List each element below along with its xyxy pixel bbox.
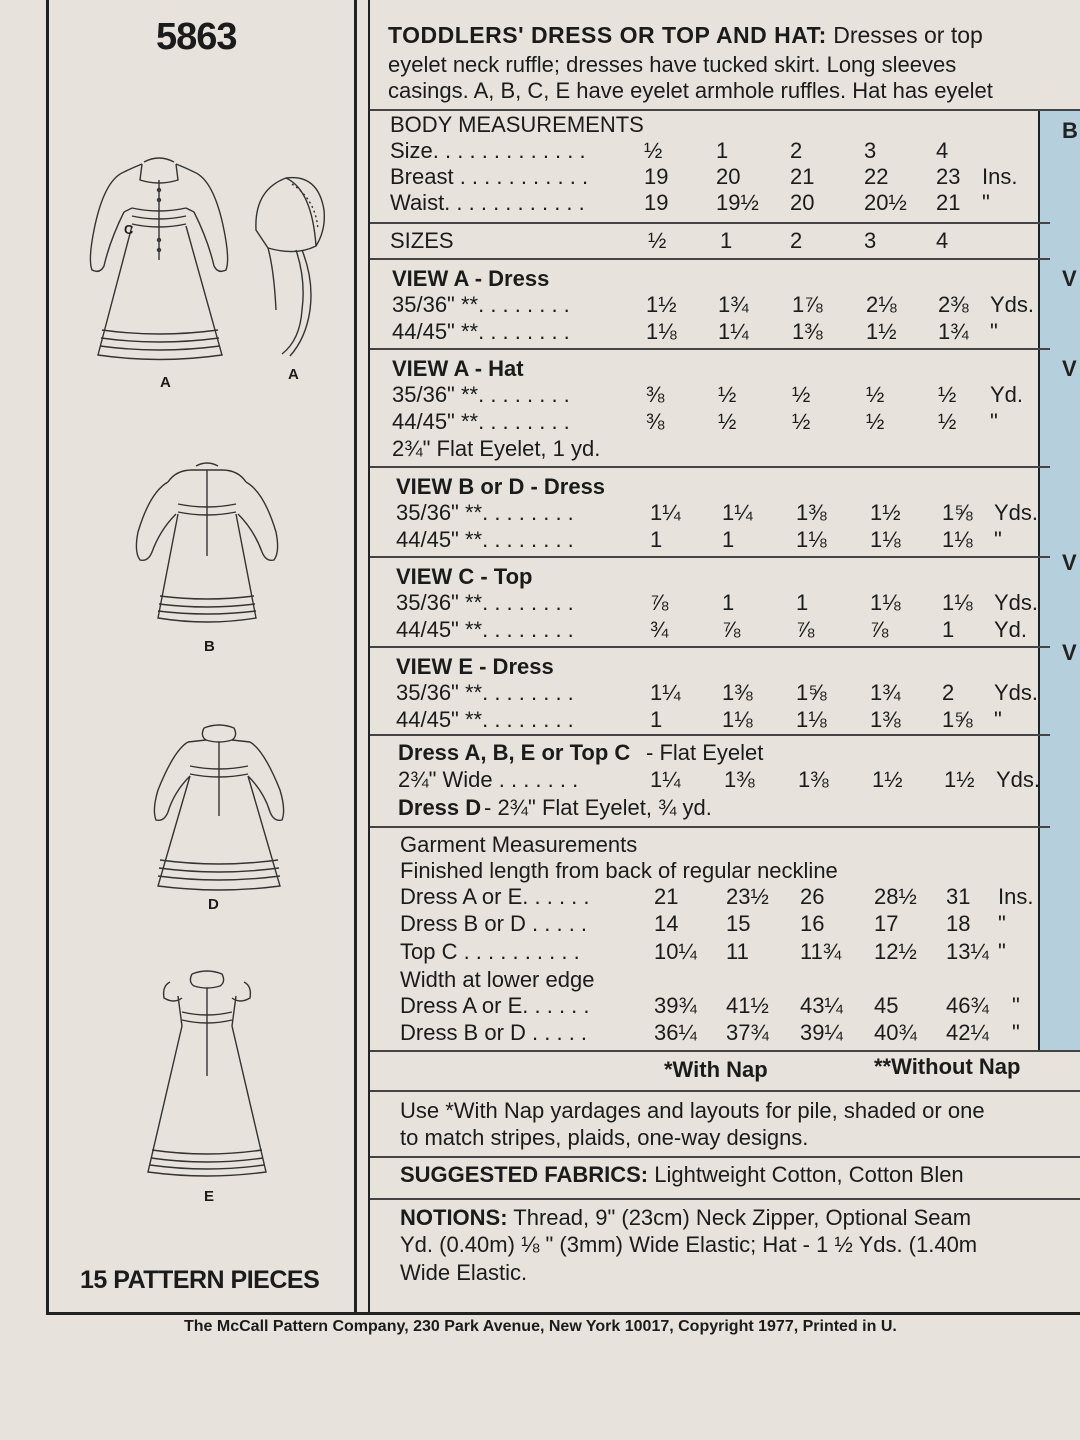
yardage-row-value: ½ — [718, 382, 737, 407]
yardage-row-value: 1⅜ — [722, 680, 753, 705]
garment-width-row-value: 45 — [874, 993, 899, 1018]
notions-line-3: Wide Elastic. — [400, 1260, 528, 1285]
garment-length-row-value: 10¼ — [654, 939, 697, 964]
yardage-row-value: ⅞ — [796, 617, 815, 642]
eyelet-value: 1⅜ — [798, 767, 829, 792]
eyelet-value: 1¼ — [650, 767, 681, 792]
yardage-row — [392, 319, 1052, 346]
garment-width-row-value: 36¼ — [654, 1020, 697, 1045]
garment-length-row-value: 23½ — [726, 884, 769, 909]
eyelet-row-label: 2¾" Wide . . . . . . . — [398, 767, 579, 792]
garment-width-row-value: 42¼ — [946, 1020, 989, 1045]
garment-width-row — [400, 1020, 1060, 1047]
body-measurement-row-value: 2 — [790, 138, 803, 163]
bonnet-sketch — [246, 170, 336, 360]
pattern-title: TODDLERS' DRESS OR TOP AND HAT: — [388, 22, 827, 48]
eyelet-row — [398, 767, 1058, 794]
yardage-row-value: 1⅛ — [870, 527, 901, 552]
notions-label: NOTIONS: — [400, 1205, 508, 1230]
body-measurement-row-value: 4 — [936, 138, 949, 163]
size-value: 3 — [864, 228, 877, 253]
view-heading: VIEW E - Dress — [396, 654, 554, 679]
yardage-row-value: ½ — [792, 409, 811, 434]
body-measurement-row-value: 21 — [936, 190, 961, 215]
yardage-row-value: 1¼ — [650, 500, 681, 525]
garment-subheading-length: Finished length from back of regular neckline — [400, 858, 838, 883]
garment-width-row-unit: " — [1012, 993, 1020, 1018]
blue-strip-mark: V — [1062, 640, 1077, 665]
garment-length-row-unit: Ins. — [998, 884, 1034, 909]
yardage-row-value: 2⅛ — [866, 292, 897, 317]
yardage-row-unit: " — [990, 409, 998, 434]
suggested-fabrics — [400, 1160, 964, 1189]
nap-note-line-2: to match stripes, plaids, one-way designs. — [400, 1125, 809, 1150]
yardage-row-value: ½ — [938, 409, 957, 434]
yardage-row-unit: Yd. — [994, 617, 1028, 642]
description-line-3: casings. A, B, C, E have eyelet armhole ruffles. Hat has eyelet — [388, 78, 993, 103]
body-measurement-row-label: Breast . . . . . . . . . . . — [390, 164, 589, 189]
garment-width-row-label: Dress A or E. . . . . . — [400, 993, 590, 1018]
garment-length-row-value: 16 — [800, 911, 825, 936]
body-measurement-row-value: 20½ — [864, 190, 907, 215]
yardage-row — [392, 382, 1052, 409]
view-label-b: B — [204, 638, 215, 655]
copyright-line: The McCall Pattern Company, 230 Park Avenue, New York 10017, Copyright 1977, Printed in U. — [184, 1318, 897, 1335]
body-measurement-row-label: Size. . . . . . . . . . . . . — [390, 138, 586, 163]
yardage-row-label: 35/36" **. . . . . . . . — [392, 292, 570, 317]
fabrics-text: Lightweight Cotton, Cotton Blen — [648, 1162, 964, 1187]
view-heading: VIEW C - Top — [396, 564, 533, 589]
body-measurement-row-value: 20 — [716, 164, 741, 189]
garment-subheading-width: Width at lower edge — [400, 967, 595, 992]
body-measurement-row-value: 21 — [790, 164, 815, 189]
yardage-row-label: 44/45" **. . . . . . . . — [396, 527, 574, 552]
view-label-e: E — [204, 1188, 215, 1205]
with-nap-note: *With Nap — [664, 1057, 768, 1082]
eyelet-value: 1½ — [872, 767, 903, 792]
view-heading: VIEW A - Hat — [392, 356, 524, 381]
garment-length-row — [400, 939, 1060, 966]
yardage-row-value: ¾ — [650, 617, 669, 642]
yardage-row-unit: Yds. — [994, 500, 1039, 525]
size-value: 1 — [720, 228, 733, 253]
yardage-row-label: 44/45" **. . . . . . . . — [392, 409, 570, 434]
pattern-number: 5863 — [156, 16, 237, 58]
column-divider-inner — [368, 0, 370, 1312]
garment-length-row-value: 13¼ — [946, 939, 989, 964]
body-measurement-row — [390, 164, 1050, 191]
yardage-row-value: 1⅝ — [942, 500, 973, 525]
yardage-row-value: 1½ — [646, 292, 677, 317]
garment-length-row-value: 15 — [726, 911, 751, 936]
dress-a-sketch — [84, 150, 234, 370]
yardage-row-value: 1 — [796, 590, 809, 615]
dress-d-sketch — [144, 720, 294, 896]
dress-d-label: Dress D — [398, 795, 482, 820]
pattern-pieces-count: 15 PATTERN PIECES — [80, 1266, 320, 1294]
rule — [370, 1090, 1080, 1092]
garment-width-row-label: Dress B or D . . . . . — [400, 1020, 588, 1045]
blue-strip-mark: V — [1062, 356, 1077, 381]
yardage-row — [396, 527, 1056, 554]
garment-length-row-label: Dress B or D . . . . . — [400, 911, 588, 936]
yardage-row-value: 1 — [942, 617, 955, 642]
yardage-row-label: 35/36" **. . . . . . . . — [396, 500, 574, 525]
blue-strip-mark: B — [1062, 118, 1078, 143]
garment-width-row-value: 39¾ — [654, 993, 697, 1018]
body-measurement-row-value: 19 — [644, 164, 669, 189]
garment-width-row-value: 37¾ — [726, 1020, 769, 1045]
garment-length-row-value: 26 — [800, 884, 825, 909]
garment-width-row-value: 43¼ — [800, 993, 843, 1018]
yardage-row-value: ½ — [866, 382, 885, 407]
yardage-row-value: ⅜ — [646, 382, 665, 407]
yardage-row-value: 2 — [942, 680, 955, 705]
view-heading: VIEW A - Dress — [392, 266, 550, 291]
notions-line-2: Yd. (0.40m) ⅛ " (3mm) Wide Elastic; Hat - 1 ½ Yds. (1.40m — [400, 1232, 978, 1257]
yardage-row-value: ½ — [792, 382, 811, 407]
rule — [370, 1198, 1080, 1200]
dress-b-sketch — [132, 456, 282, 636]
yardage-row-value: 1⅛ — [722, 707, 753, 732]
column-divider — [354, 0, 357, 1312]
garment-length-row-value: 28½ — [874, 884, 917, 909]
yardage-row-label: 35/36" **. . . . . . . . — [396, 680, 574, 705]
yardage-row-value: 1⅜ — [792, 319, 823, 344]
pattern-title-rest: Dresses or top — [826, 22, 983, 48]
dress-d-eyelet — [398, 795, 1058, 822]
sizes-label: SIZES — [390, 228, 454, 253]
body-measurement-row-value: 3 — [864, 138, 877, 163]
yardage-row-value: 1⅜ — [870, 707, 901, 732]
rule — [370, 109, 1080, 111]
eyelet-heading — [398, 740, 1058, 767]
garment-width-row-value: 46¾ — [946, 993, 989, 1018]
yardage-row-value: 1¼ — [718, 319, 749, 344]
body-measurement-row-value: 1 — [716, 138, 729, 163]
sizes-row — [390, 228, 1050, 255]
rule — [370, 1156, 1080, 1158]
rule — [370, 556, 1050, 558]
body-measurement-row — [390, 138, 1050, 165]
yardage-row-value: ⅞ — [870, 617, 889, 642]
yardage-row — [396, 590, 1056, 617]
garment-length-row — [400, 884, 1060, 911]
yardage-row-label: 44/45" **. . . . . . . . — [392, 319, 570, 344]
yardage-row — [396, 707, 1056, 734]
garment-heading: Garment Measurements — [400, 832, 638, 857]
rule — [370, 646, 1050, 648]
garment-length-row-unit: " — [998, 939, 1006, 964]
yardage-row-value: 1 — [722, 590, 735, 615]
yardage-row — [396, 680, 1056, 707]
garment-width-row-unit: " — [1012, 1020, 1020, 1045]
rule — [370, 734, 1050, 736]
garment-width-row-value: 40¾ — [874, 1020, 917, 1045]
yardage-row-value: 2⅜ — [938, 292, 969, 317]
yardage-row-value: ⅞ — [650, 590, 669, 615]
rule — [370, 826, 1050, 828]
pattern-description — [388, 22, 1080, 49]
size-value: 4 — [936, 228, 949, 253]
yardage-row-value: ½ — [718, 409, 737, 434]
garment-length-row-unit: " — [998, 911, 1006, 936]
yardage-row-label: 35/36" **. . . . . . . . — [396, 590, 574, 615]
body-measurement-row-value: ½ — [644, 138, 663, 163]
yardage-row-unit: Yds. — [994, 680, 1039, 705]
rule — [370, 1050, 1080, 1052]
notions-line-1 — [400, 1203, 971, 1232]
blue-strip-mark: V — [1062, 550, 1077, 575]
size-value: 2 — [790, 228, 803, 253]
yardage-row-value: ⅜ — [646, 409, 665, 434]
view-label-a-hat: A — [288, 366, 299, 383]
eyelet-value: 1⅜ — [724, 767, 755, 792]
garment-length-row-value: 18 — [946, 911, 971, 936]
yardage-row-value: 1⅛ — [870, 590, 901, 615]
sketch-c-label: C — [124, 222, 134, 237]
garment-width-row-value: 41½ — [726, 993, 769, 1018]
yardage-row-unit: Yds. — [994, 590, 1039, 615]
eyelet-heading-bold: Dress A, B, E or Top C — [398, 740, 631, 765]
eyelet-unit: Yds. — [996, 767, 1041, 792]
yardage-row-unit: " — [994, 527, 1002, 552]
yardage-row-value: 1½ — [866, 319, 897, 344]
dress-d-note: - 2¾" Flat Eyelet, ¾ yd. — [484, 795, 712, 820]
yardage-row-value: 1 — [650, 527, 663, 552]
yardage-row-value: ½ — [866, 409, 885, 434]
yardage-row-value: 1¼ — [722, 500, 753, 525]
rule — [370, 222, 1050, 224]
yardage-row-value: 1⅝ — [942, 707, 973, 732]
yardage-row-label: 44/45" **. . . . . . . . — [396, 617, 574, 642]
notions-text: Thread, 9" (23cm) Neck Zipper, Optional Seam — [507, 1205, 972, 1230]
body-measurement-row-value: 19½ — [716, 190, 759, 215]
garment-length-row — [400, 911, 1060, 938]
description-line-2: eyelet neck ruffle; dresses have tucked skirt. Long sleeves — [388, 52, 957, 77]
yardage-row-value: 1⅛ — [796, 527, 827, 552]
view-note: 2¾" Flat Eyelet, 1 yd. — [392, 436, 601, 461]
yardage-row-value: 1⅛ — [646, 319, 677, 344]
yardage-row-value: 1¾ — [938, 319, 969, 344]
garment-length-row-value: 12½ — [874, 939, 917, 964]
nap-note-line-1: Use *With Nap yardages and layouts for pile, shaded or one — [400, 1098, 985, 1123]
yardage-row-value: 1⅜ — [796, 500, 827, 525]
yardage-row-value: ⅞ — [722, 617, 741, 642]
garment-width-row — [400, 993, 1060, 1020]
yardage-row-value: 1¼ — [650, 680, 681, 705]
yardage-row — [392, 409, 1052, 436]
garment-length-row-label: Top C . . . . . . . . . . — [400, 939, 580, 964]
yardage-row-value: 1⅝ — [796, 680, 827, 705]
fabrics-label: SUGGESTED FABRICS: — [400, 1162, 649, 1187]
eyelet-value: 1½ — [944, 767, 975, 792]
blue-strip-mark: V — [1062, 266, 1077, 291]
body-measurement-row-unit: Ins. — [982, 164, 1018, 189]
body-measurement-row-value: 23 — [936, 164, 961, 189]
rule — [370, 466, 1050, 468]
yardage-row-value: 1 — [722, 527, 735, 552]
yardage-row — [396, 617, 1056, 644]
body-measurements-heading: BODY MEASUREMENTS — [390, 112, 644, 137]
yardage-row-unit: Yd. — [990, 382, 1024, 407]
yardage-row-value: 1¾ — [870, 680, 901, 705]
body-measurement-row-value: 22 — [864, 164, 889, 189]
yardage-row-label: 44/45" **. . . . . . . . — [396, 707, 574, 732]
yardage-row-value: 1⅛ — [942, 527, 973, 552]
garment-length-row-value: 11 — [726, 939, 749, 964]
view-heading: VIEW B or D - Dress — [396, 474, 606, 499]
garment-length-row-value: 11¾ — [800, 939, 842, 964]
garment-width-row-value: 39¼ — [800, 1020, 843, 1045]
yardage-row-value: 1⅛ — [796, 707, 827, 732]
dress-e-sketch — [142, 966, 272, 1186]
yardage-row-value: 1⅞ — [792, 292, 823, 317]
yardage-row — [392, 292, 1052, 319]
garment-length-row-value: 21 — [654, 884, 679, 909]
eyelet-heading-rest: - Flat Eyelet — [646, 740, 764, 765]
garment-length-row-label: Dress A or E. . . . . . — [400, 884, 590, 909]
without-nap-note: **Without Nap — [874, 1054, 1021, 1079]
rule — [370, 258, 1050, 260]
yardage-row — [396, 500, 1056, 527]
body-measurement-row — [390, 190, 1050, 217]
yardage-row-value: ½ — [938, 382, 957, 407]
body-measurement-row-value: 19 — [644, 190, 669, 215]
garment-length-row-value: 31 — [946, 884, 971, 909]
yardage-row-value: 1½ — [870, 500, 901, 525]
yardage-row-value: 1⅛ — [942, 590, 973, 615]
yardage-row-label: 35/36" **. . . . . . . . — [392, 382, 570, 407]
yardage-row-unit: " — [990, 319, 998, 344]
yardage-row-unit: Yds. — [990, 292, 1035, 317]
body-measurement-row-label: Waist. . . . . . . . . . . . — [390, 190, 585, 215]
body-measurement-row-unit: " — [982, 190, 990, 215]
body-measurement-row-value: 20 — [790, 190, 815, 215]
view-label-a-dress: A — [160, 374, 171, 391]
view-label-d: D — [208, 896, 219, 913]
garment-length-row-value: 14 — [654, 911, 679, 936]
yardage-row-value: 1¾ — [718, 292, 749, 317]
rule — [370, 348, 1050, 350]
size-value: ½ — [648, 228, 667, 253]
garment-length-row-value: 17 — [874, 911, 899, 936]
yardage-row-unit: " — [994, 707, 1002, 732]
yardage-row-value: 1 — [650, 707, 663, 732]
